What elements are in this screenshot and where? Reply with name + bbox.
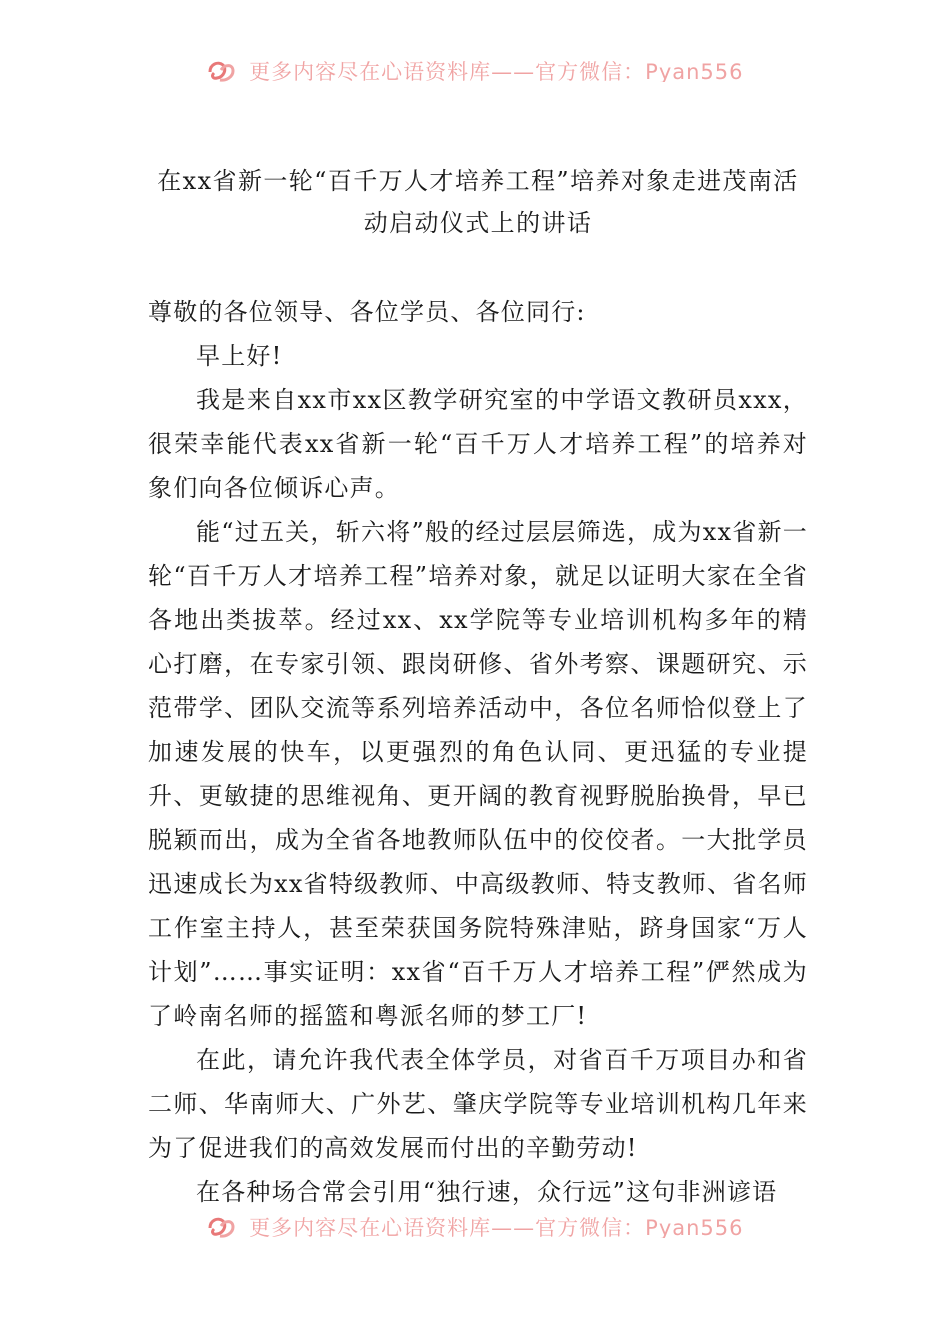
watermark-text: 更多内容尽在心语资料库——官方微信：Pyan556 — [249, 1216, 744, 1238]
paragraph: 在各种场合常会引用“独行速，众行远”这句非洲谚语 — [196, 1178, 778, 1206]
salutation: 尊敬的各位领导、各位学员、各位同行: — [148, 298, 586, 326]
paragraph: 早上好! — [196, 342, 283, 370]
paragraph: 能“过五关，斩六将”般的经过层层筛选，成为xx省新一轮“百千万人才培养工程”培养对象，就足以证明大家在全省各地出类拔萃。经过xx、xx学院等专业培训机构多年的精心打磨，在专家引领、跟岗研修、省外考察、课题研究、示范带学、团队交流等系列培养活动中，各位名师恰似登上了加速发展的快车，以更强烈的角色认同、更迅猛的专业提升、更敏捷的思维视角、更开阔的教育视野脱胎换骨，早已脱颖而出，成为全省各地教师队伍中的佼佼者。一大批学员迅速成长为xx省特级教师、中高级教师、特支教师、省名师工作室主持人，甚至荣获国务院特殊津贴，跻身国家“万人计划”……事实证明：xx省“百千万人才培养工程”俨然成为了岭南名师的摇篮和粤派名师的梦工厂! — [148, 518, 808, 1030]
paragraph: 在此，请允许我代表全体学员，对省百千万项目办和省二师、华南师大、广外艺、肇庆学院等专业培训机构几年来为了促进我们的高效发展而付出的辛勤劳动! — [148, 1046, 808, 1162]
watermark-text: 更多内容尽在心语资料库——官方微信：Pyan556 — [249, 60, 744, 82]
logo-icon — [206, 58, 236, 82]
paragraph: 我是来自xx市xx区教学研究室的中学语文教研员xxx，很荣幸能代表xx省新一轮“百千万人才培养工程”的培养对象们向各位倾诉心声。 — [148, 386, 808, 502]
document-title: 在xx省新一轮“百千万人才培养工程”培养对象走进茂南活动启动仪式上的讲话 — [157, 167, 799, 237]
logo-icon — [206, 1214, 236, 1238]
document-body — [148, 290, 808, 1214]
watermark-header — [0, 52, 950, 82]
watermark-footer — [0, 1208, 950, 1238]
